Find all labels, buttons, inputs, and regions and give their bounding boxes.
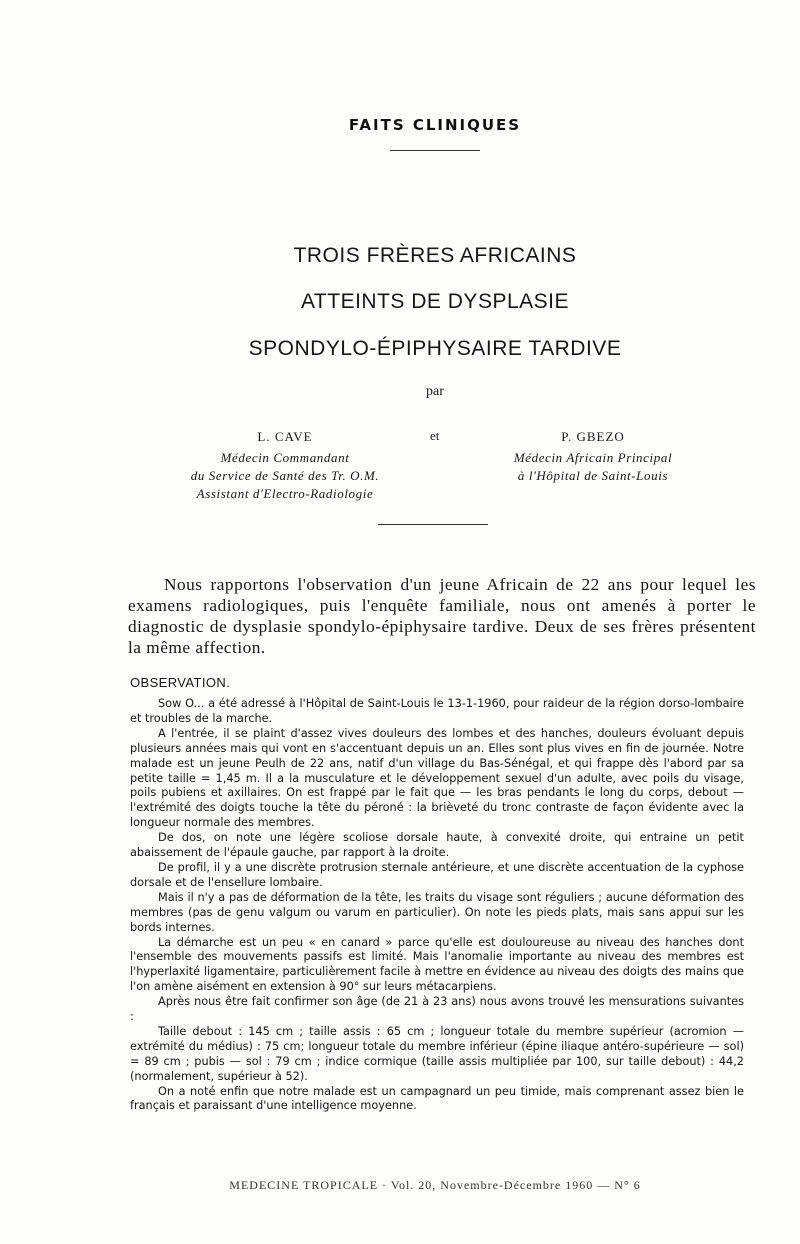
author-role: du Service de Santé des Tr. O.M. — [190, 468, 380, 483]
observation-heading: OBSERVATION. — [130, 675, 231, 690]
author-role: Médecin Commandant — [220, 450, 350, 465]
authors-divider — [378, 524, 488, 525]
author-conjunction: et — [430, 428, 440, 443]
author-role: Assistant d'Electro-Radiologie — [196, 486, 374, 501]
journal-footer: MEDECINE TROPICALE · Vol. 20, Novembre-Décembre 1960 — N° 6 — [229, 1178, 641, 1192]
author-name: L. CAVE — [257, 429, 313, 444]
author-role: à l'Hôpital de Saint-Louis — [517, 468, 669, 483]
title-line-3: SPONDYLO-ÉPIPHYSAIRE TARDIVE — [248, 337, 622, 360]
body-paragraph: La démarche est un peu « en canard » parce qu'elle est douloureuse au niveau des hanches dont l'ensemble des mouvements passifs est limité. Mais l'anomalie importante au niveau des membres est l'hyperlaxité ligamentaire, particulièrement facile à mettre en évidence au niveau des doigts des mains que l'on amène aisément en extension à 90° sur leurs métacarpiens. — [130, 935, 744, 994]
body-paragraph: Sow O... a été adressé à l'Hôpital de Saint-Louis le 13-1-1960, pour raideur de la région dorso-lombaire et troubles de la marche. — [130, 697, 744, 725]
body-paragraph: A l'entrée, il se plaint d'assez vives douleurs des lombes et des hanches, douleurs évoluant depuis plusieurs années mais qui vont en s'accentuant depuis un an. Elles sont plus vives en fin de journée. Notre malade est un jeune Peulh de 22 ans, natif d'un village du Bas-Sénégal, et qui frappe dès l'abord par sa petite taille = 1,45 m. Il a la musculature et le développement sexuel d'un adulte, avec poils du visage, poils pubiens et axillaires. On est frappé par le fait que — les bras pendants le long du corps, debout — l'extrémité des doigts touche la tête du péroné : la brièveté du tronc contraste de façon évidente avec la longueur normale des membres. — [130, 726, 744, 830]
author-name: P. GBEZO — [561, 429, 625, 444]
abstract-text: Nous rapportons l'observation d'un jeune Africain de 22 ans pour lequel les examens radiologiques, puis l'enquête familiale, nous ont amenés à porter le diagnostic de dysplasie spondylo-épiphysaire tardive. Deux de ses frères présentent la même affection. — [128, 575, 756, 657]
body-paragraph: On a noté enfin que notre malade est un campagnard un peu timide, mais comprenant assez bien le français et paraissant d'une intelligence moyenne. — [130, 1084, 744, 1113]
body-paragraph: De dos, on note une légère scoliose dorsale haute, à convexité droite, qui entraine un petit abaissement de l'épaule gauche, par rapport à la droite. — [130, 831, 744, 860]
title-line-1: TROIS FRÈRES AFRICAINS — [293, 244, 577, 267]
author-block-cave — [150, 428, 420, 503]
section-label: FAITS CLINIQUES — [348, 116, 522, 134]
body-paragraph: De profil, il y a une discrète protrusion sternale antérieure, et une discrète accentuation de la cyphose dorsale et de l'ensellure lombaire. — [130, 860, 744, 889]
header-divider — [390, 150, 480, 151]
by-line: par — [426, 384, 444, 399]
observation-body — [130, 697, 744, 1114]
author-block-gbezo — [478, 428, 708, 485]
author-role: Médecin Africain Principal — [513, 450, 673, 465]
body-paragraph: Mais il n'y a pas de déformation de la tête, les traits du visage sont réguliers ; aucune déformation des membres (pas de genu valgum ou varum en particulier). On note les pieds plats, mais sans appui sur les bords internes. — [130, 890, 744, 934]
abstract — [128, 574, 756, 658]
body-paragraph: Après nous être fait confirmer son âge (de 21 à 23 ans) nous avons trouvé les mensurations suivantes : — [130, 995, 744, 1024]
title-line-2: ATTEINTS DE DYSPLASIE — [300, 290, 569, 313]
body-paragraph: Taille debout : 145 cm ; taille assis : 65 cm ; longueur totale du membre supérieur (acromion — extrémité du médius) : 75 cm; longueur totale du membre inférieur (épine iliaque antéro-supérieure — sol) = 89 cm ; pubis — sol : 79 cm ; indice cormique (taille assis multipliée par 100, sur taille debout) : 44,2 (normalement, supérieur à 52). — [130, 1024, 744, 1083]
